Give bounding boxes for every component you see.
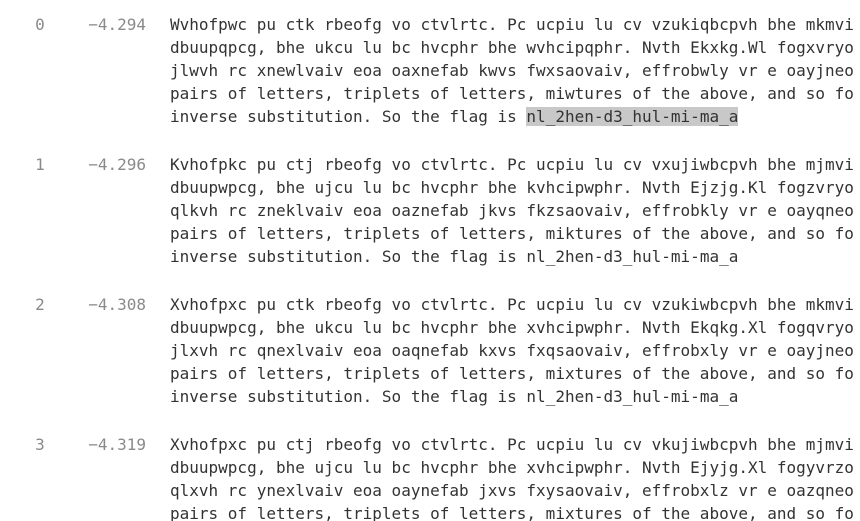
flag-selection[interactable]: nl_2hen-d3_hul-mi-ma_a bbox=[526, 107, 739, 126]
result-score: −4.296 bbox=[88, 155, 146, 174]
text-line: dbuupwpcg, bhe ujcu lu bc hvcphr bhe kvhcipwphr. Nvth Ejzjg.Kl fogzvryo bbox=[170, 178, 854, 197]
text-line: Xvhofpxc pu ctj rbeofg vo ctvlrtc. Pc ucpiu lu cv vkujiwbcpvh bhe mjmvi bbox=[170, 435, 854, 454]
text-line bbox=[170, 105, 860, 128]
text-line-prefix: inverse substitution. So the flag is bbox=[170, 107, 527, 126]
text-line: pairs of letters, triplets of letters, mixtures of the above, and so fo bbox=[170, 504, 854, 521]
text-line: jlxvh rc qnexlvaiv eoa oaqnefab kxvs fxqsaovaiv, effrobxly vr e oayjneo bbox=[170, 341, 854, 360]
result-score: −4.308 bbox=[88, 295, 146, 314]
text-line: dbuupwpcg, bhe ukcu lu bc hvcphr bhe xvhcipwphr. Nvth Ekqkg.Xl fogqvryo bbox=[170, 318, 854, 337]
flag-text: nl_2hen-d3_hul-mi-ma_a bbox=[526, 247, 739, 266]
result-row bbox=[0, 420, 860, 521]
text-line bbox=[170, 245, 860, 268]
result-row bbox=[0, 140, 860, 280]
text-line: Kvhofpkc pu ctj rbeofg vo ctvlrtc. Pc ucpiu lu cv vxujiwbcpvh bhe mjmvi bbox=[170, 155, 854, 174]
result-text bbox=[170, 153, 860, 268]
result-text bbox=[170, 13, 860, 128]
text-line: pairs of letters, triplets of letters, mixtures of the above, and so fo bbox=[170, 364, 854, 383]
result-text bbox=[170, 433, 860, 521]
result-row bbox=[0, 0, 860, 140]
text-line: jlwvh rc xnewlvaiv eoa oaxnefab kwvs fwxsaovaiv, effrobwly vr e oayjneo bbox=[170, 61, 854, 80]
text-line-prefix: inverse substitution. So the flag is bbox=[170, 247, 527, 266]
text-line: pairs of letters, triplets of letters, miwtures of the above, and so fo bbox=[170, 84, 854, 103]
text-line: pairs of letters, triplets of letters, miktures of the above, and so fo bbox=[170, 224, 854, 243]
result-index: 3 bbox=[35, 435, 45, 454]
text-line: dbuupwpcg, bhe ujcu lu bc hvcphr bhe xvhcipwphr. Nvth Ejyjg.Xl fogyvrzo bbox=[170, 458, 854, 477]
result-index: 0 bbox=[35, 15, 45, 34]
result-row bbox=[0, 280, 860, 420]
result-index: 1 bbox=[35, 155, 45, 174]
text-line: Xvhofpxc pu ctk rbeofg vo ctvlrtc. Pc ucpiu lu cv vzukiwbcpvh bhe mkmvi bbox=[170, 295, 854, 314]
text-line bbox=[170, 385, 860, 408]
result-score: −4.319 bbox=[88, 435, 146, 454]
text-line: qlkvh rc zneklvaiv eoa oaznefab jkvs fkzsaovaiv, effrobkly vr e oayqneo bbox=[170, 201, 854, 220]
text-line: Wvhofpwc pu ctk rbeofg vo ctvlrtc. Pc ucpiu lu cv vzukiqbcpvh bhe mkmvi bbox=[170, 15, 854, 34]
flag-text: nl_2hen-d3_hul-mi-ma_a bbox=[526, 387, 739, 406]
text-line-prefix: inverse substitution. So the flag is bbox=[170, 387, 527, 406]
result-text bbox=[170, 293, 860, 408]
text-line: dbuupqpcg, bhe ukcu lu bc hvcphr bhe wvhcipqphr. Nvth Ekxkg.Wl fogxvryo bbox=[170, 38, 854, 57]
result-index: 2 bbox=[35, 295, 45, 314]
result-score: −4.294 bbox=[88, 15, 146, 34]
text-line: qlxvh rc ynexlvaiv eoa oaynefab jxvs fxysaovaiv, effrobxlz vr e oazqneo bbox=[170, 481, 854, 500]
